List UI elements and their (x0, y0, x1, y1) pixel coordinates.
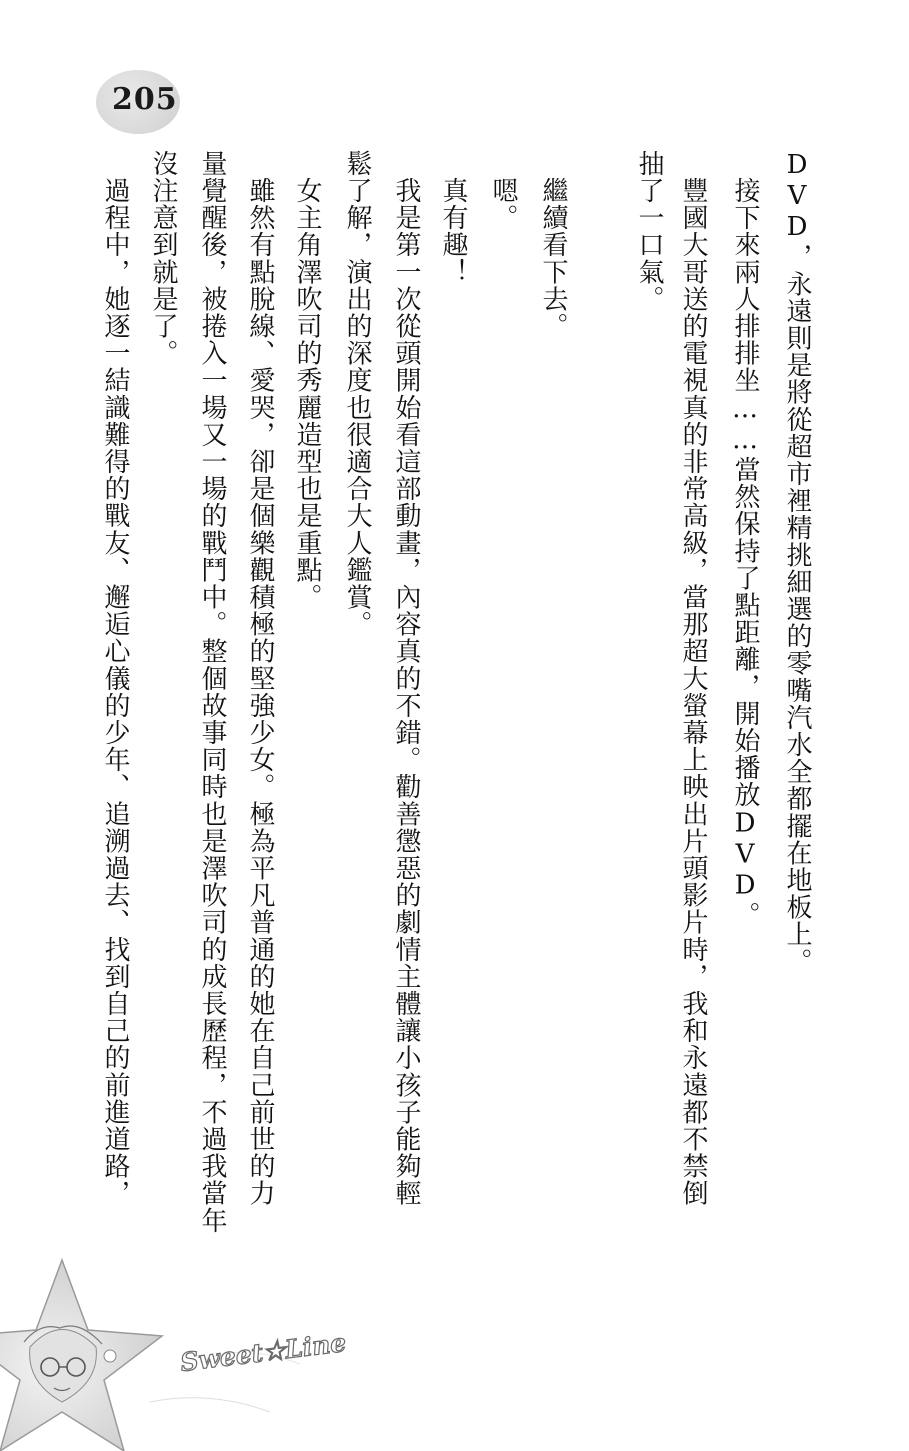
text-line: 我是第一次從頭開始看這部動畫，內容真的不錯。勸善懲惡的劇情主體讓小孩子能夠輕 (391, 150, 421, 1207)
brand-logo: Sweet★Line (178, 1327, 348, 1378)
text-line: 抽了一口氣。 (634, 150, 664, 313)
text-line: 女主角澤吹司的秀麗造型也是重點。 (292, 150, 322, 611)
text-line: 豐國大哥送的電視真的非常高級，當那超大螢幕上映出片頭影片時，我和永遠都不禁倒 (678, 150, 708, 1207)
text-line: DVD，永遠則是將從超市裡精挑細選的零嘴汽水全都擺在地板上。 (782, 150, 812, 975)
text-line: 繼續看下去。 (538, 150, 568, 340)
text-line: 沒注意到就是了。 (148, 150, 178, 367)
text-line: 鬆了解，演出的深度也很適合大人鑑賞。 (342, 150, 372, 638)
page-number: 205 (112, 82, 178, 117)
text-line: 過程中，她逐一結識難得的戰友、邂逅心儀的少年、追溯過去、找到自己的前進道路， (100, 150, 130, 1207)
text-line: 雖然有點脫線、愛哭，卻是個樂觀積極的堅強少女。極為平凡普通的她在自己前世的力 (245, 150, 275, 1207)
text-line: 嗯。 (488, 150, 518, 232)
text-line: 接下來兩人排排坐……當然保持了點距離，開始播放DVD。 (730, 150, 760, 929)
text-line: 真有趣！ (438, 150, 468, 286)
text-line: 量覺醒後，被捲入一場又一場的戰鬥中。整個故事同時也是澤吹司的成長歷程，不過我當年 (197, 150, 227, 1234)
